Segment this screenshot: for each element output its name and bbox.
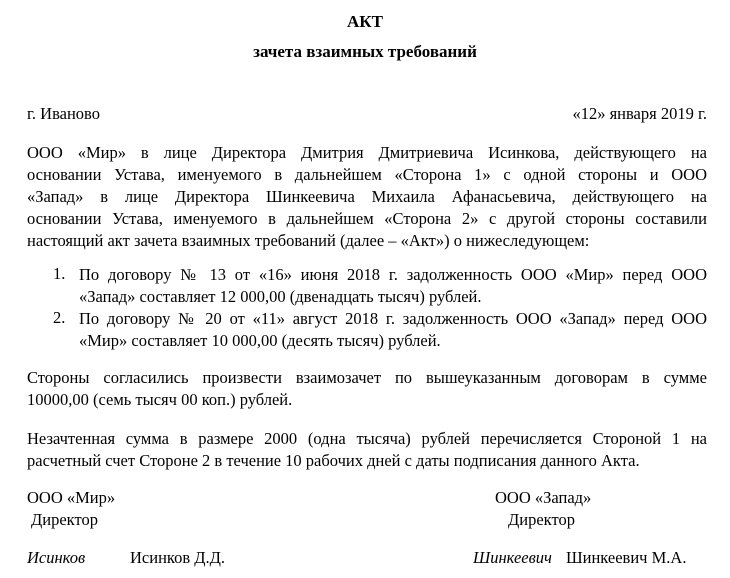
party-signature: Шинкеевич <box>473 548 552 567</box>
intro-line: настоящий акт зачета взаимных требований (далее – «Акт») о нижеследующем: <box>27 231 590 250</box>
paragraph-line: расчетный счет Стороне 2 в течение 10 рабочих дней с даты подписания данного Акта. <box>27 451 640 470</box>
intro-line: ООО «Мир» в лице Директора Дмитрия Дмитриевича Исинкова, действующего на <box>27 143 707 162</box>
list-item-line: По договору № 20 от «11» август 2018 г. задолженность ООО «Запад» перед ООО <box>79 309 707 328</box>
paragraph-line: Стороны согласились произвести взаимозачет по вышеуказанным договорам в сумме <box>27 368 707 387</box>
document-date: «12» января 2019 г. <box>572 104 707 123</box>
party-signature: Исинков <box>27 548 86 567</box>
list-item-number: 1. <box>53 264 66 283</box>
party-position: Директор <box>31 510 98 529</box>
city: г. Иваново <box>27 104 100 123</box>
party-org: ООО «Запад» <box>495 488 592 507</box>
party-position: Директор <box>508 510 575 529</box>
intro-line: «Запад» в лице Директора Шинкеевича Михаила Афанасьевича, действующего на <box>27 187 707 206</box>
list-item-line: По договору № 13 от «16» июня 2018 г. задолженность ООО «Мир» перед ООО <box>79 265 707 284</box>
intro-line: основании Устава, именуемого в дальнейшем «Сторона 1» с одной стороны и ООО <box>27 165 707 184</box>
paragraph-line: Незачтенная сумма в размере 2000 (одна тысяча) рублей перечисляется Стороной 1 на <box>27 429 707 448</box>
list-item-line: «Запад» составляет 12 000,00 (двенадцать тысяч) рублей. <box>79 287 482 306</box>
document-title: АКТ <box>347 12 383 31</box>
paragraph-line: 10000,00 (семь тысяч 00 коп.) рублей. <box>27 390 293 409</box>
list-item-line: «Мир» составляет 10 000,00 (десять тысяч) рублей. <box>79 331 441 350</box>
party-name: Шинкеевич М.А. <box>566 548 687 567</box>
list-item-number: 2. <box>53 308 66 327</box>
party-name: Исинков Д.Д. <box>130 548 226 567</box>
party-org: ООО «Мир» <box>27 488 116 507</box>
intro-line: основании Устава, именуемого в дальнейшем «Сторона 2» с другой стороны составили <box>27 209 707 228</box>
document-subtitle: зачета взаимных требований <box>253 42 477 61</box>
